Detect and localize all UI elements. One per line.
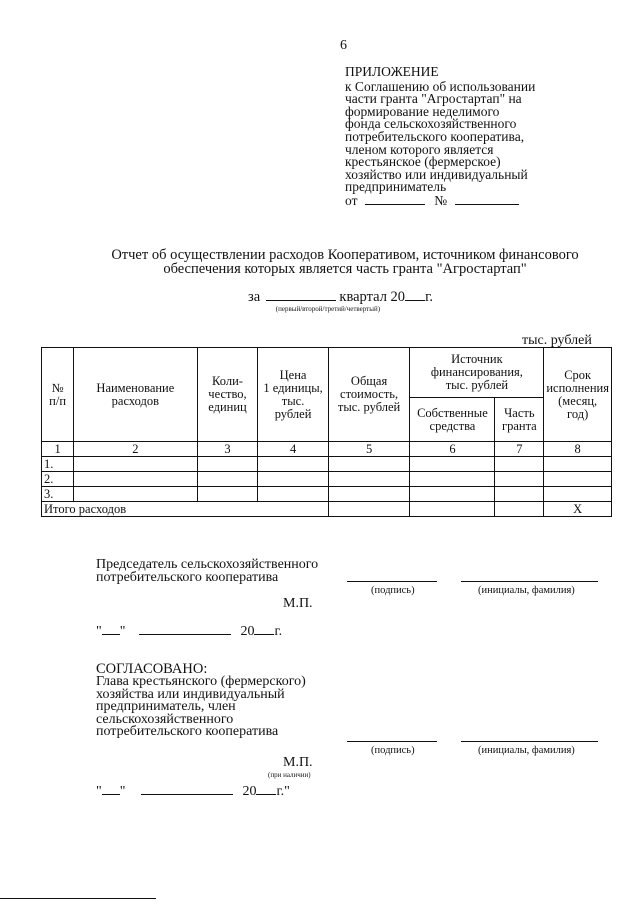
period-suffix: г. — [425, 289, 433, 305]
year-blank — [405, 290, 425, 301]
table-cell[interactable] — [544, 457, 612, 472]
appendix-from-number — [345, 194, 585, 208]
table-cell[interactable] — [410, 487, 495, 502]
appendix-block — [345, 66, 585, 208]
table-cell[interactable] — [495, 487, 544, 502]
chairman-title: Председатель сельскохозяйственного потребительского кооператива — [96, 557, 319, 585]
table-cell[interactable] — [74, 487, 197, 502]
table-row — [42, 457, 612, 472]
col-number: 1 — [42, 442, 74, 457]
table-cell[interactable] — [74, 472, 197, 487]
total-label: Итого расходов — [42, 502, 329, 517]
table-cell[interactable] — [544, 487, 612, 502]
month-blank — [141, 784, 233, 795]
appendix-line: предприниматель — [345, 179, 447, 195]
appendix-heading: ПРИЛОЖЕНИЕ — [345, 64, 439, 79]
table-cell[interactable] — [74, 457, 197, 472]
report-title-line: Отчет об осуществлении расходов Кооперативом, источником финансового — [111, 247, 579, 263]
units-label: тыс. рублей — [522, 333, 592, 348]
page-number: 6 — [340, 38, 347, 53]
table-cell[interactable] — [495, 502, 544, 517]
appendix-line: к Соглашению об использовании — [345, 78, 536, 94]
date-blank — [365, 194, 425, 205]
table-cell[interactable] — [328, 457, 410, 472]
approved-signature-line[interactable] — [347, 741, 437, 742]
total-mark: Х — [544, 502, 612, 517]
year-blank — [256, 784, 276, 795]
header-num: № п/п — [42, 348, 74, 442]
appendix-line: потребительского кооператива, — [345, 128, 525, 144]
table-cell[interactable] — [197, 472, 258, 487]
table-cell[interactable] — [410, 502, 495, 517]
table-row — [42, 472, 612, 487]
appendix-line: крестьянское (фермерское) — [345, 154, 501, 170]
stamp-label: М.П. — [283, 596, 313, 611]
header-term: Срок исполнения (месяц, год) — [544, 348, 612, 442]
appendix-line: части гранта "Агростартап" на — [345, 91, 522, 107]
table-cell[interactable] — [410, 472, 495, 487]
report-period — [248, 289, 433, 313]
row-number: 1. — [42, 457, 74, 472]
table-cell[interactable] — [495, 457, 544, 472]
approved-title: Глава крестьянского (фермерского) хозяйства или индивидуальный предприниматель, член сельскохозяйственного потребительского кооператива — [96, 674, 306, 740]
name-caption: (инициалы, фамилия) — [478, 745, 575, 756]
table-cell[interactable] — [544, 472, 612, 487]
appendix-line: фонда сельскохозяйственного — [345, 116, 517, 132]
column-numbers-row — [42, 442, 612, 457]
period-mid: квартал 20 — [339, 289, 406, 305]
header-own: Собственные средства — [410, 398, 495, 442]
table-cell[interactable] — [328, 487, 410, 502]
approved-date: " " 20 г." — [96, 784, 290, 799]
chairman-name-line[interactable] — [461, 581, 598, 582]
number-label: № — [434, 192, 448, 208]
year-blank — [254, 624, 274, 635]
number-blank — [455, 194, 519, 205]
table-cell[interactable] — [410, 457, 495, 472]
col-number: 2 — [74, 442, 197, 457]
table-row — [42, 487, 612, 502]
stamp-note: (при наличии) — [268, 771, 311, 779]
stamp-label: М.П. — [283, 755, 313, 770]
col-number: 8 — [544, 442, 612, 457]
header-qty: Коли- чество, единиц — [197, 348, 258, 442]
col-number: 6 — [410, 442, 495, 457]
expense-table — [41, 347, 612, 517]
appendix-line: членом которого является — [345, 141, 494, 157]
table-cell[interactable] — [328, 502, 410, 517]
day-blank — [102, 784, 120, 795]
appendix-line: формирование неделимого — [345, 103, 500, 119]
signature-caption: (подпись) — [371, 745, 415, 756]
table-cell[interactable] — [495, 472, 544, 487]
signature-caption: (подпись) — [371, 585, 415, 596]
col-number: 7 — [495, 442, 544, 457]
total-row — [42, 502, 612, 517]
table-cell[interactable] — [258, 487, 328, 502]
header-total: Общая стоимость, тыс. рублей — [328, 348, 410, 442]
header-price: Цена 1 единицы, тыс. рублей — [258, 348, 328, 442]
approved-heading: СОГЛАСОВАНО: — [96, 661, 208, 677]
row-number: 2. — [42, 472, 74, 487]
table-cell[interactable] — [328, 472, 410, 487]
col-number: 5 — [328, 442, 410, 457]
report-title-line: обеспечения которых является часть гранта "Агростартап" — [163, 261, 527, 277]
header-name: Наименование расходов — [74, 348, 197, 442]
chairman-signature-line[interactable] — [347, 581, 437, 582]
col-number: 4 — [258, 442, 328, 457]
col-number: 3 — [197, 442, 258, 457]
approved-name-line[interactable] — [461, 741, 598, 742]
appendix-line: хозяйство или индивидуальный — [345, 166, 528, 182]
header-grant: Часть гранта — [495, 398, 544, 442]
table-cell[interactable] — [197, 487, 258, 502]
table-cell[interactable] — [258, 457, 328, 472]
month-blank — [139, 624, 231, 635]
name-caption: (инициалы, фамилия) — [478, 585, 575, 596]
from-label: от — [345, 192, 358, 208]
period-hint: (первый/второй/третий/четвертый) — [275, 305, 381, 313]
header-source: Источник финансирования, тыс. рублей — [410, 348, 544, 398]
day-blank — [102, 624, 120, 635]
report-title — [60, 248, 630, 276]
table-cell[interactable] — [197, 457, 258, 472]
chairman-date: " " 20 г. — [96, 624, 283, 639]
row-number: 3. — [42, 487, 74, 502]
table-cell[interactable] — [258, 472, 328, 487]
footnote-divider — [0, 898, 156, 899]
period-prefix: за — [248, 289, 261, 305]
